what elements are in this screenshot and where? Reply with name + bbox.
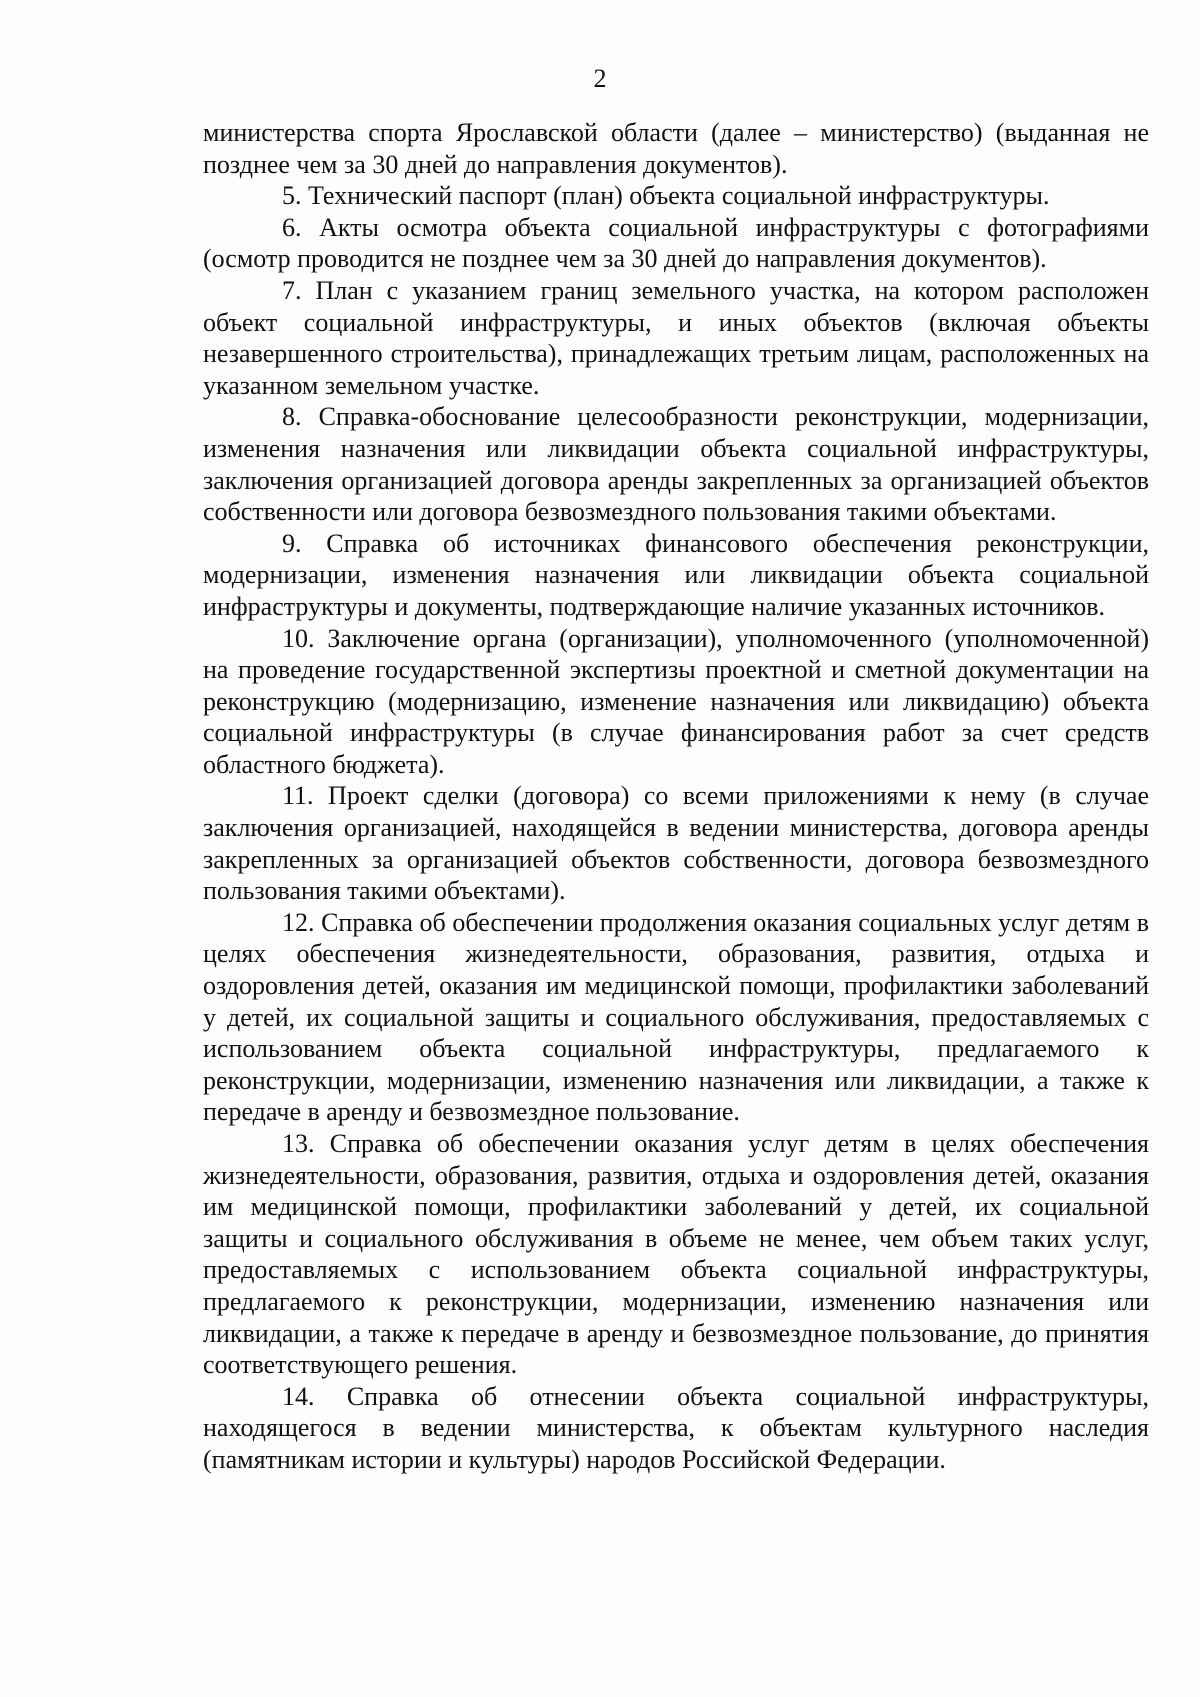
list-item-12: 12. Справка об обеспечении продолжения оказания социальных услуг детям в целях обеспечения жизнедеятельности, образования, развития, отдыха и оздоровления детей, оказания им медицинской помощи, профилактики заболеваний у детей, их социальной защиты и социального обслуживания, предоставляемых с использованием объекта социальной инфраструктуры, предлагаемого к реконструкции, модернизации, изменению назначения или ликвидации, а также к передаче в аренду и безвозмездное пользование. — [203, 907, 1149, 1127]
list-item-10: 10. Заключение органа (организации), уполномоченного (уполномоченной) на проведение государственной экспертизы проектной и сметной документации на реконструкцию (модернизацию, изменение назначения или ликвидацию) объекта социальной инфраструктуры (в случае финансирования работ за счет средств областного бюджета). — [203, 623, 1149, 779]
list-item-14: 14. Справка об отнесении объекта социальной инфраструктуры, находящегося в ведении министерства, к объектам культурного наследия (памятникам истории и культуры) народов Российской Федерации. — [203, 1381, 1149, 1474]
list-item-9: 9. Справка об источниках финансового обеспечения реконструкции, модернизации, изменения назначения или ликвидации объекта социальной инфраструктуры и документы, подтверждающие наличие указанных источников. — [203, 528, 1149, 621]
list-item-11: 11. Проект сделки (договора) со всеми приложениями к нему (в случае заключения организацией, находящейся в ведении министерства, договора аренды закрепленных за организацией объектов собственности, договора безвозмездного пользования такими объектами). — [203, 781, 1149, 906]
list-item-6: 6. Акты осмотра объекта социальной инфраструктуры с фотографиями (осмотр проводится не позднее чем за 30 дней до направления документов). — [203, 212, 1149, 274]
list-item-8: 8. Справка-обоснование целесообразности реконструкции, модернизации, изменения назначения или ликвидации объекта социальной инфраструктуры, заключения организацией договора аренды закрепленных за организацией объектов собственности или договора безвозмездного пользования такими объектами. — [203, 402, 1149, 527]
document-body — [203, 117, 1149, 1476]
list-item-7: 7. План с указанием границ земельного участка, на котором расположен объект социальной инфраструктуры, и иных объектов (включая объекты незавершенного строительства), принадлежащих третьим лицам, расположенных на указанном земельном участке. — [203, 275, 1149, 400]
page-number: 2 — [593, 64, 607, 93]
paragraph-continuation: министерства спорта Ярославской области (далее – министерство) (выданная не позднее чем за 30 дней до направления документов). — [203, 118, 1149, 179]
list-item-5: 5. Технический паспорт (план) объекта социальной инфраструктуры. — [282, 181, 1050, 211]
list-item-13: 13. Справка об обеспечении оказания услуг детям в целях обеспечения жизнедеятельности, образования, развития, отдыха и оздоровления детей, оказания им медицинской помощи, профилактики заболеваний у детей, их социальной защиты и социального обслуживания в объеме не менее, чем объем таких услуг, предоставляемых с использованием объекта социальной инфраструктуры, предлагаемого к реконструкции, модернизации, изменению назначения или ликвидации, а также к передаче в аренду и безвозмездное пользование, до принятия соответствующего решения. — [203, 1129, 1149, 1380]
